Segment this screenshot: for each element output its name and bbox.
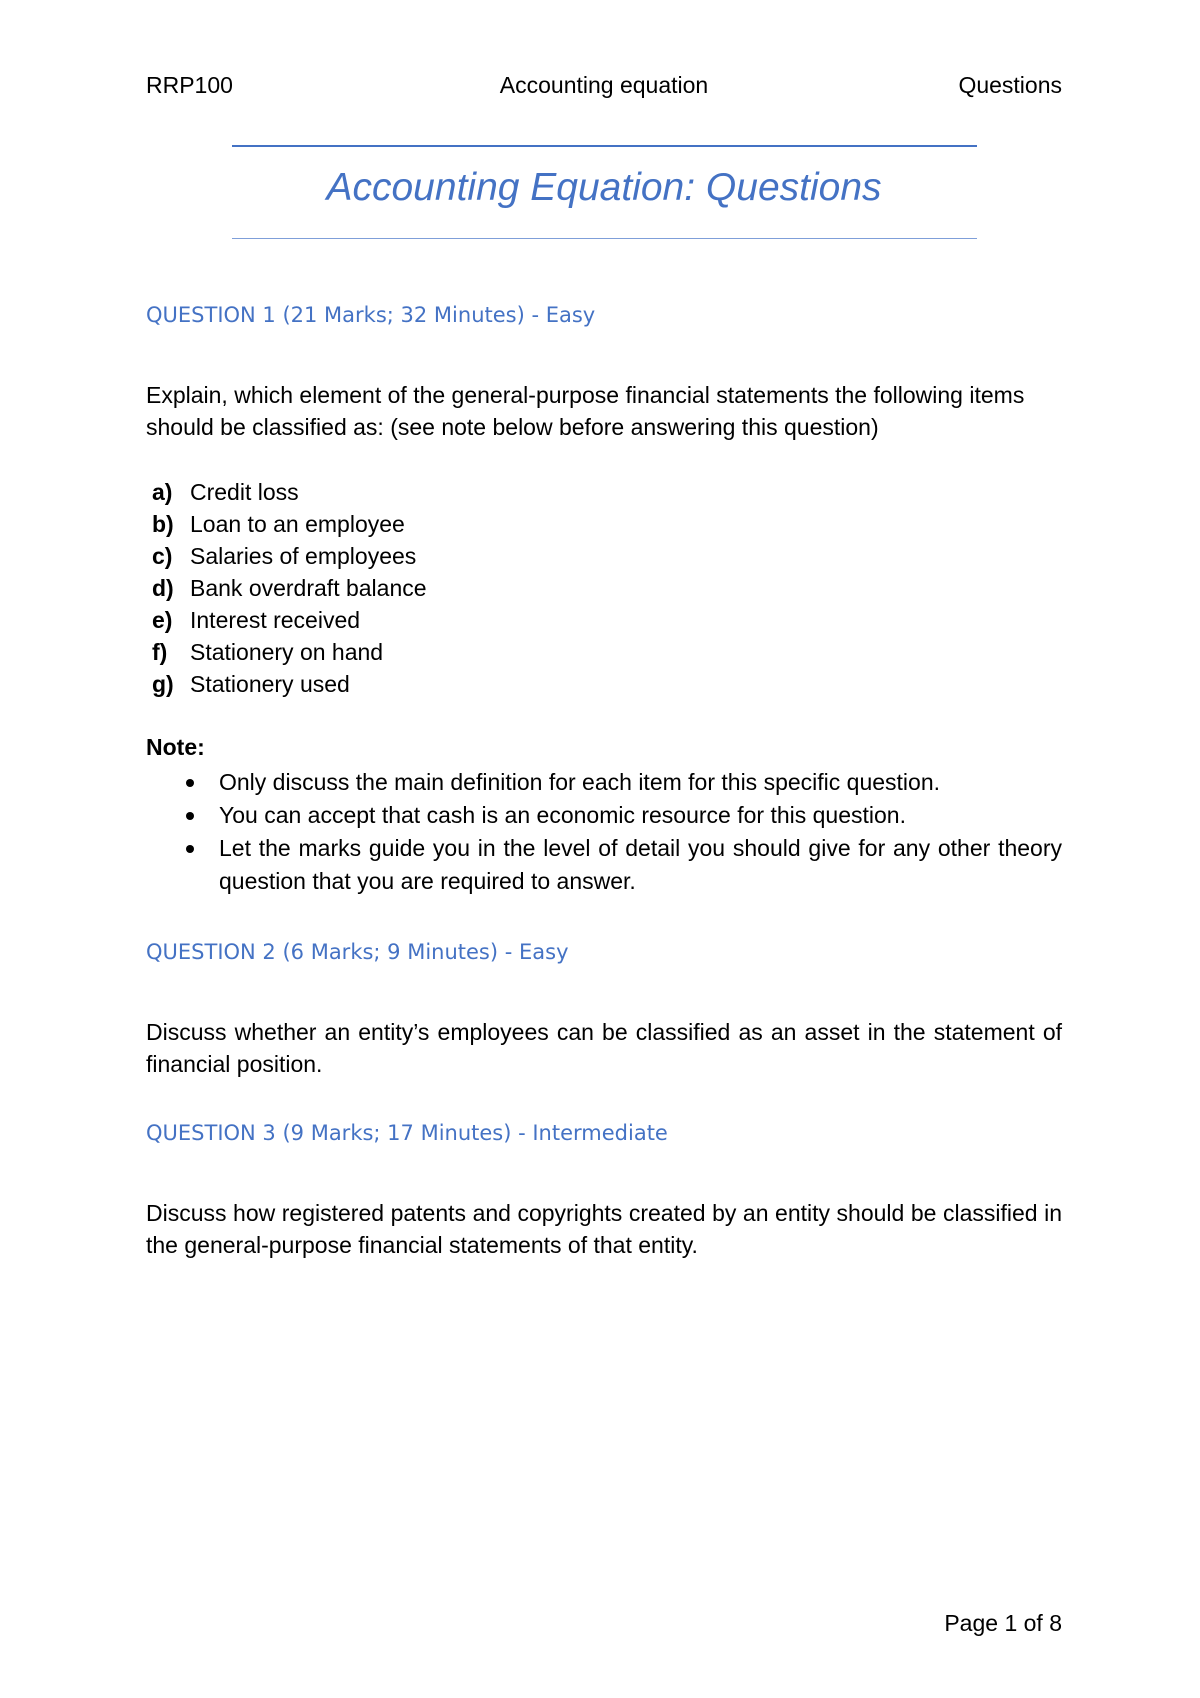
question-3-text: Discuss how registered patents and copyrights created by an entity should be classified in the general-purpose financial statements of that entity. <box>146 1200 1062 1258</box>
list-item <box>146 668 427 700</box>
list-item <box>146 508 427 540</box>
question-3-heading: QUESTION 3 (9 Marks; 17 Minutes) - Intermediate <box>146 1121 668 1145</box>
list-item-label: Credit loss <box>190 479 299 505</box>
list-item <box>146 604 427 636</box>
list-item-letter: g) <box>152 671 174 697</box>
list-item <box>146 636 427 668</box>
page-header <box>146 72 1062 104</box>
title-rule-top <box>232 145 977 147</box>
note-text: Only discuss the main definition for each item for this specific question. <box>219 769 941 795</box>
list-item <box>146 572 427 604</box>
note-item <box>146 832 1062 898</box>
list-item <box>146 540 427 572</box>
list-item-label: Stationery on hand <box>190 639 384 665</box>
question-2-text: Discuss whether an entity’s employees can be classified as an asset in the statement of financial position. <box>146 1019 1062 1077</box>
header-topic: Accounting equation <box>499 72 709 98</box>
title-rule-bottom <box>232 238 977 239</box>
list-item-letter: e) <box>152 607 173 633</box>
question-2-heading: QUESTION 2 (6 Marks; 9 Minutes) - Easy <box>146 940 569 964</box>
note-text: You can accept that cash is an economic resource for this question. <box>219 802 906 828</box>
note-label: Note: <box>146 734 205 760</box>
note-item <box>146 766 1062 799</box>
header-course-code: RRP100 <box>146 72 233 98</box>
list-item-letter: a) <box>152 479 173 505</box>
header-section: Questions <box>958 72 1062 98</box>
note-text: Let the marks guide you in the level of detail you should give for any other theory question that you are required to answer. <box>219 835 1062 894</box>
list-item-letter: d) <box>152 575 174 601</box>
note-list <box>146 766 1062 898</box>
list-item <box>146 476 427 508</box>
bullet-icon <box>186 779 194 787</box>
list-item-letter: f) <box>152 639 168 665</box>
list-item-label: Loan to an employee <box>190 511 405 537</box>
question-1-heading: QUESTION 1 (21 Marks; 32 Minutes) - Easy <box>146 303 596 327</box>
list-item-letter: c) <box>152 543 173 569</box>
bullet-icon <box>186 812 194 820</box>
bullet-icon <box>186 845 194 853</box>
list-item-label: Stationery used <box>190 671 350 697</box>
list-item-label: Salaries of employees <box>190 543 417 569</box>
page-title: Accounting Equation: Questions <box>326 166 882 209</box>
list-item-letter: b) <box>152 511 174 537</box>
list-item-label: Interest received <box>190 607 361 633</box>
question-1-text: Explain, which element of the general-purpose financial statements the following items should be classified as: (see note below before answering this question) <box>146 382 1025 440</box>
page-number: Page 1 of 8 <box>944 1610 1062 1636</box>
question-1-item-list <box>146 476 427 700</box>
note-item <box>146 799 1062 832</box>
list-item-label: Bank overdraft balance <box>190 575 427 601</box>
